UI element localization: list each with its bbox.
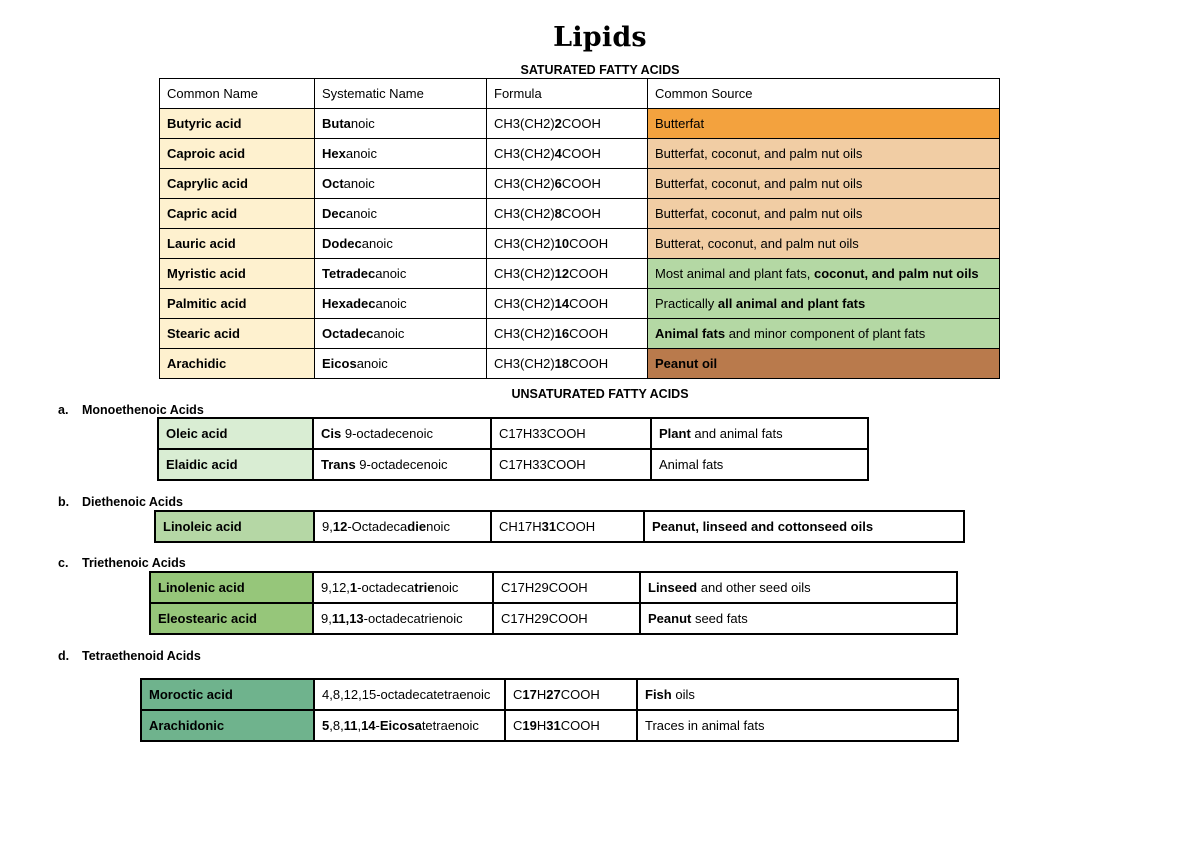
table-row [160, 349, 1000, 379]
table-row [141, 710, 958, 741]
table-row [141, 679, 958, 710]
text-run: C [513, 687, 523, 702]
table-row [155, 511, 964, 542]
text-run: Hexadec [322, 296, 376, 311]
common-name-cell: Stearic acid [160, 319, 315, 349]
formula-cell [487, 349, 648, 379]
text-run: 31 [546, 718, 561, 733]
systematic-name-cell [315, 169, 487, 199]
common-source-cell [648, 199, 1000, 229]
text-run: C17H33COOH [499, 426, 586, 441]
text-run: COOH [561, 116, 601, 131]
formula-cell [487, 229, 648, 259]
formula-cell [505, 679, 637, 710]
common-name-cell: Capric acid [160, 199, 315, 229]
text-run: CH3(CH2) [494, 176, 555, 191]
text-run: anoic [356, 356, 388, 371]
table-row [160, 289, 1000, 319]
formula-cell [493, 603, 640, 634]
common-source-cell [648, 319, 1000, 349]
text-run: anoic [361, 236, 393, 251]
formula-cell [493, 572, 640, 603]
text-run: Plant [659, 426, 691, 441]
column-header: Common Name [160, 79, 315, 109]
text-run: 8 [554, 206, 562, 221]
common-name-cell: Palmitic acid [160, 289, 315, 319]
common-source-cell [648, 169, 1000, 199]
formula-cell [491, 511, 644, 542]
systematic-name-cell [315, 139, 487, 169]
text-run: - [375, 718, 380, 733]
text-run: Peanut, linseed and cottonseed oils [652, 519, 874, 534]
table-row [160, 109, 1000, 139]
text-run: COOH [569, 236, 609, 251]
formula-cell [487, 139, 648, 169]
text-run: Eicosa [379, 718, 422, 733]
text-run: Eicos [322, 356, 357, 371]
text-run: -octadeca [357, 580, 415, 595]
text-run: CH3(CH2) [494, 266, 555, 281]
common-name-cell: Moroctic acid [141, 679, 314, 710]
text-run: Animal fats [659, 457, 724, 472]
text-run: Dec [322, 206, 346, 221]
text-run: COOH [569, 296, 609, 311]
common-source-cell [637, 679, 958, 710]
text-run: Butterfat [655, 116, 705, 131]
common-source-cell [637, 710, 958, 741]
triethenoic-acids-table [149, 571, 958, 635]
text-run: and other seed oils [697, 580, 811, 595]
systematic-name-cell [315, 319, 487, 349]
text-run: C17H33COOH [499, 457, 586, 472]
formula-cell [487, 109, 648, 139]
text-run: 11 [343, 718, 358, 733]
formula-cell [487, 289, 648, 319]
common-name-cell: Oleic acid [158, 418, 313, 449]
text-run: H [536, 687, 547, 702]
text-run: Fish [645, 687, 672, 702]
systematic-name-cell [314, 710, 505, 741]
text-run: 6 [554, 176, 562, 191]
common-name-cell: Linolenic acid [150, 572, 313, 603]
common-source-cell [648, 289, 1000, 319]
text-run: COOH [561, 146, 601, 161]
text-run: anoic [375, 266, 407, 281]
table-row [160, 199, 1000, 229]
common-source-cell [648, 139, 1000, 169]
monoethenoic-acids-table [157, 417, 869, 481]
table-row [160, 169, 1000, 199]
systematic-name-cell [313, 603, 493, 634]
text-run: 10 [554, 236, 570, 251]
text-run: 4,8,12,15-octadecatetraenoic [322, 687, 491, 702]
text-run: COOH [560, 687, 600, 702]
section-c-label: c. Triethenoic Acids [58, 556, 186, 570]
column-header: Common Source [648, 79, 1000, 109]
table-row [160, 319, 1000, 349]
text-run: Trans [321, 457, 356, 472]
unsaturated-heading: UNSATURATED FATTY ACIDS [511, 387, 689, 401]
text-run: 9, [321, 611, 332, 626]
text-run: Practically [655, 296, 718, 311]
text-run: and minor component of plant fats [725, 326, 926, 341]
common-source-cell [651, 418, 868, 449]
text-run: and animal fats [690, 426, 783, 441]
text-run: anoic [375, 296, 407, 311]
section-d-label: d. Tetraethenoid Acids [58, 649, 201, 663]
systematic-name-cell [315, 289, 487, 319]
text-run: Peanut [648, 611, 692, 626]
systematic-name-cell [315, 229, 487, 259]
common-source-cell [648, 259, 1000, 289]
common-name-cell: Lauric acid [160, 229, 315, 259]
section-b-label: b. Diethenoic Acids [58, 495, 183, 509]
text-run: CH17H [499, 519, 542, 534]
formula-cell [487, 199, 648, 229]
text-run: Butterat, coconut, and palm nut oils [655, 236, 859, 251]
text-run: COOH [560, 718, 600, 733]
text-run: CH3(CH2) [494, 116, 555, 131]
text-run: CH3(CH2) [494, 326, 555, 341]
text-run: anoic [373, 326, 405, 341]
systematic-name-cell [315, 199, 487, 229]
text-run: 12 [554, 266, 570, 281]
systematic-name-cell [313, 418, 491, 449]
common-name-cell: Butyric acid [160, 109, 315, 139]
text-run: COOH [569, 326, 609, 341]
text-run: C17H29COOH [501, 611, 588, 626]
text-run: Tetradec [322, 266, 376, 281]
saturated-fatty-acids-table [159, 78, 1000, 379]
text-run: Animal fats [655, 326, 726, 341]
text-run: seed fats [691, 611, 748, 626]
common-name-cell: Caproic acid [160, 139, 315, 169]
text-run: CH3(CH2) [494, 356, 555, 371]
text-run: Buta [322, 116, 351, 131]
text-run: C17H29COOH [501, 580, 588, 595]
saturated-heading: SATURATED FATTY ACIDS [520, 63, 680, 77]
table-header-row [160, 79, 1000, 109]
text-run: noic [434, 580, 459, 595]
text-run: COOH [569, 356, 609, 371]
systematic-name-cell [315, 259, 487, 289]
text-run: CH3(CH2) [494, 236, 555, 251]
text-run: 9, [322, 519, 333, 534]
common-source-cell [651, 449, 868, 480]
common-name-cell: Caprylic acid [160, 169, 315, 199]
diethenoic-acids-table [154, 510, 965, 543]
text-run: Traces in animal fats [645, 718, 765, 733]
text-run: 9,12, [321, 580, 350, 595]
formula-cell [505, 710, 637, 741]
text-run: Linseed [648, 580, 698, 595]
common-name-cell: Elaidic acid [158, 449, 313, 480]
text-run: anoic [345, 146, 377, 161]
common-source-cell [648, 229, 1000, 259]
text-run: ,8, [329, 718, 344, 733]
table-row [160, 259, 1000, 289]
text-run: 19 [522, 718, 537, 733]
text-run: -octadecatrienoic [363, 611, 463, 626]
text-run: COOH [561, 176, 601, 191]
text-run: Dodec [322, 236, 362, 251]
text-run: Butterfat, coconut, and palm nut oils [655, 176, 863, 191]
column-header: Formula [487, 79, 648, 109]
text-run: C [513, 718, 523, 733]
common-name-cell: Eleostearic acid [150, 603, 313, 634]
common-name-cell: Linoleic acid [155, 511, 314, 542]
common-source-cell [640, 603, 957, 634]
text-run: Octadec [322, 326, 374, 341]
text-run: 1 [349, 580, 358, 595]
text-run: Butterfat, coconut, and palm nut oils [655, 206, 863, 221]
text-run: CH3(CH2) [494, 206, 555, 221]
text-run: 5 [322, 718, 330, 733]
text-run: CH3(CH2) [494, 146, 555, 161]
text-run: Butterfat, coconut, and palm nut oils [655, 146, 863, 161]
text-run: Hex [322, 146, 346, 161]
formula-cell [487, 259, 648, 289]
text-run: 27 [546, 687, 561, 702]
text-run: CH3(CH2) [494, 296, 555, 311]
systematic-name-cell [314, 679, 505, 710]
text-run: 16 [554, 326, 570, 341]
text-run: 11,13 [331, 611, 364, 626]
common-name-cell: Myristic acid [160, 259, 315, 289]
table-row [160, 139, 1000, 169]
text-run: Most animal and plant fats, [655, 266, 814, 281]
common-source-cell [644, 511, 964, 542]
text-run: COOH [556, 519, 596, 534]
common-source-cell [648, 349, 1000, 379]
common-source-cell [640, 572, 957, 603]
text-run: tetraenoic [421, 718, 479, 733]
text-run: 4 [554, 146, 562, 161]
section-a-label: a. Monoethenoic Acids [58, 403, 204, 417]
text-run: 12 [332, 519, 348, 534]
text-run: 9-octadecenoic [341, 426, 434, 441]
table-row [158, 418, 868, 449]
text-run: oils [671, 687, 695, 702]
text-run: , [357, 718, 362, 733]
systematic-name-cell [313, 449, 491, 480]
text-run: COOH [561, 206, 601, 221]
page-title: Lipids [553, 22, 647, 53]
text-run: H [536, 718, 547, 733]
common-source-cell [648, 109, 1000, 139]
text-run: trie [414, 580, 435, 595]
text-run: 14 [361, 718, 376, 733]
text-run: die [407, 519, 427, 534]
text-run: Cis [321, 426, 342, 441]
text-run: 31 [541, 519, 557, 534]
text-run: anoic [345, 206, 377, 221]
table-row [150, 603, 957, 634]
tetraethenoid-acids-table [140, 678, 959, 742]
formula-cell [491, 449, 651, 480]
column-header: Systematic Name [315, 79, 487, 109]
table-row [158, 449, 868, 480]
text-run: coconut, and palm nut oils [813, 266, 979, 281]
text-run: Peanut oil [655, 356, 718, 371]
text-run: -Octadeca [347, 519, 408, 534]
systematic-name-cell [315, 109, 487, 139]
text-run: 9-octadecenoic [355, 457, 448, 472]
text-run: 14 [554, 296, 570, 311]
systematic-name-cell [315, 349, 487, 379]
text-run: 2 [554, 116, 562, 131]
table-row [160, 229, 1000, 259]
text-run: anoic [343, 176, 375, 191]
text-run: all animal and plant fats [717, 296, 866, 311]
text-run: noic [426, 519, 450, 534]
formula-cell [487, 319, 648, 349]
text-run: noic [350, 116, 375, 131]
text-run: COOH [569, 266, 609, 281]
text-run: 18 [554, 356, 570, 371]
common-name-cell: Arachidonic [141, 710, 314, 741]
text-run: 17 [522, 687, 537, 702]
text-run: Oct [322, 176, 344, 191]
systematic-name-cell [313, 572, 493, 603]
formula-cell [487, 169, 648, 199]
systematic-name-cell [314, 511, 491, 542]
formula-cell [491, 418, 651, 449]
common-name-cell: Arachidic [160, 349, 315, 379]
table-row [150, 572, 957, 603]
